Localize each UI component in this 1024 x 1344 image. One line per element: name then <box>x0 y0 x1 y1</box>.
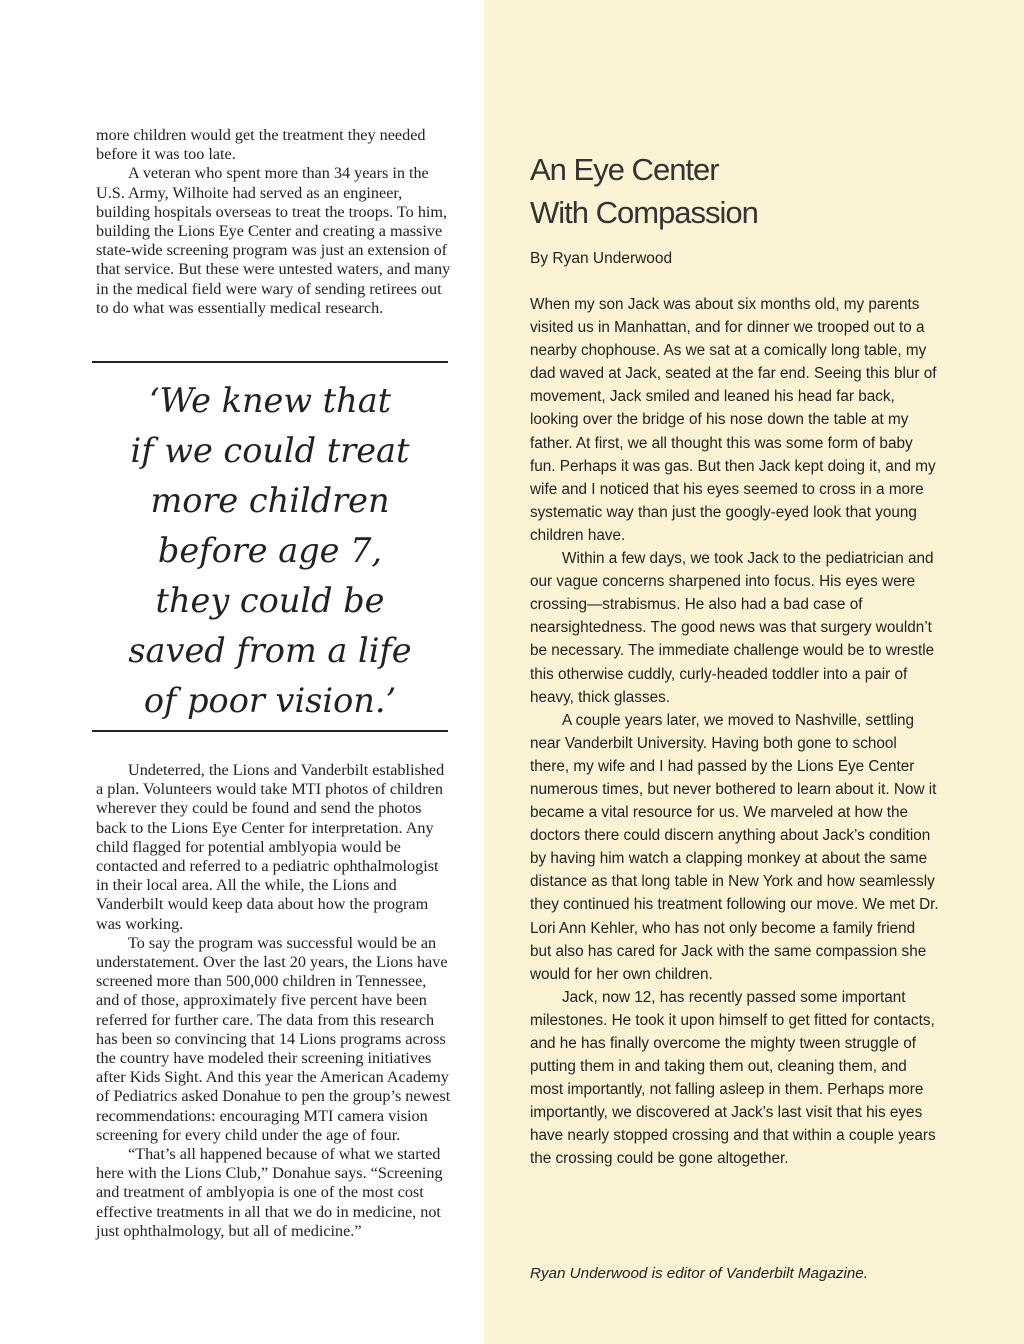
pull-quote <box>92 376 448 726</box>
headline-line: An Eye Center <box>530 152 719 187</box>
pull-quote-line: they could be <box>155 581 385 620</box>
article-paragraph: “That’s all happened because of what we started here with the Lions Club,” Donahue says. “Screening and treatment of amblyopia is one of the most cost effective treatments in all that we do in medicine, not just ophthalmology, but all of medicine.” <box>96 1145 443 1240</box>
pull-quote-top-rule <box>92 361 448 363</box>
byline: By Ryan Underwood <box>530 250 673 267</box>
sidebar-paragraph: When my son Jack was about six months old, my parents visited us in Manhattan, and for dinner we trooped out to a nearby chophouse. As we sat at a comically long table, my dad waved at Jack, seated at the far end. Seeing this blur of movement, Jack smiled and leaned his head far back, looking over the bridge of his nose down the table at my father. At first, we all thought this was some form of baby fun. Perhaps it was gas. But then Jack kept doing it, and my wife and I noticed that his eyes seemed to cross in a more systematic way than just the googly-eyed look that young children have. <box>530 296 937 544</box>
sidebar-paragraph: Jack, now 12, has recently passed some important milestones. He took it upon himself to get fitted for contacts, and he has finally overcome the mighty tween struggle of putting them in and taking them out, cleaning them, and most importantly, not falling asleep in them. Perhaps more importantly, we discovered at Jack’s last visit that his eyes have nearly stopped crossing and that within a couple years the crossing could be gone altogether. <box>530 988 936 1168</box>
pull-quote-line: saved from a life <box>128 631 412 670</box>
article-paragraph: To say the program was successful would be an understatement. Over the last 20 years, the Lions have screened more than 500,000 children in Tennessee, and of those, approximately five percent have been referred for further care. The data from this research has been so convincing that 14 Lions programs across the country have modeled their screening initiatives after Kids Sight. And this year the American Academy of Pediatrics asked Donahue to pen the group’s newest recommendations: encouraging MTI camera vision screening for every child under the age of four. <box>96 933 451 1144</box>
pull-quote-line: before age 7, <box>157 531 383 570</box>
article-paragraph: more children would get the treatment they needed before it was too late. <box>96 126 426 164</box>
article-paragraph: A veteran who spent more than 34 years in the U.S. Army, Wilhoite had served as an engineer, building hospitals overseas to treat the troops. To him, building the Lions Eye Center and creating a massive state-wide screening program was just an extension of that service. But these were untested waters, and many in the medical field were wary of sending retirees out to do what was essentially medical research. <box>96 164 451 317</box>
pull-quote-line: ‘We knew that <box>148 381 392 420</box>
article-body <box>96 761 452 1241</box>
author-note: Ryan Underwood is editor of Vanderbilt Magazine. <box>530 1265 868 1282</box>
pull-quote-line: more children <box>150 481 390 520</box>
pull-quote-line: if we could treat <box>130 431 410 470</box>
article-paragraph: Undeterred, the Lions and Vanderbilt established a plan. Volunteers would take MTI photos of children wherever they could be found and send the photos back to the Lions Eye Center for interpretation. Any child flagged for potential amblyopia would be contacted and referred to a pediatric ophthalmologist in their local area. All the while, the Lions and Vanderbilt would keep data about how the program was working. <box>96 761 445 933</box>
article-intro <box>96 126 452 318</box>
headline-line: With Compassion <box>530 195 758 230</box>
sidebar-paragraph: Within a few days, we took Jack to the pediatrician and our vague concerns sharpened into focus. His eyes were crossing—strabismus. He also had a bad case of nearsightedness. The good news was that surgery wouldn’t be necessary. The immediate challenge would be to wrestle this otherwise cuddly, curly-headed toddler into a pair of heavy, thick glasses. <box>530 550 935 706</box>
sidebar-paragraph: A couple years later, we moved to Nashville, settling near Vanderbilt University. Having both gone to school there, my wife and I had passed by the Lions Eye Center numerous times, but never bothered to learn about it. Now it became a vital resource for us. We marveled at how the doctors there could discern anything about Jack’s condition by having him watch a clapping monkey at about the same distance as that long table in New York and how seamlessly they continued his treatment following our move. We met Dr. Lori Ann Kehler, who has not only become a family friend but also has cared for Jack with the same compassion she would for her own children. <box>530 711 939 983</box>
pull-quote-bottom-rule <box>92 730 448 732</box>
sidebar-headline <box>530 148 990 234</box>
pull-quote-line: of poor vision.’ <box>143 681 397 720</box>
sidebar-body <box>530 293 940 1171</box>
